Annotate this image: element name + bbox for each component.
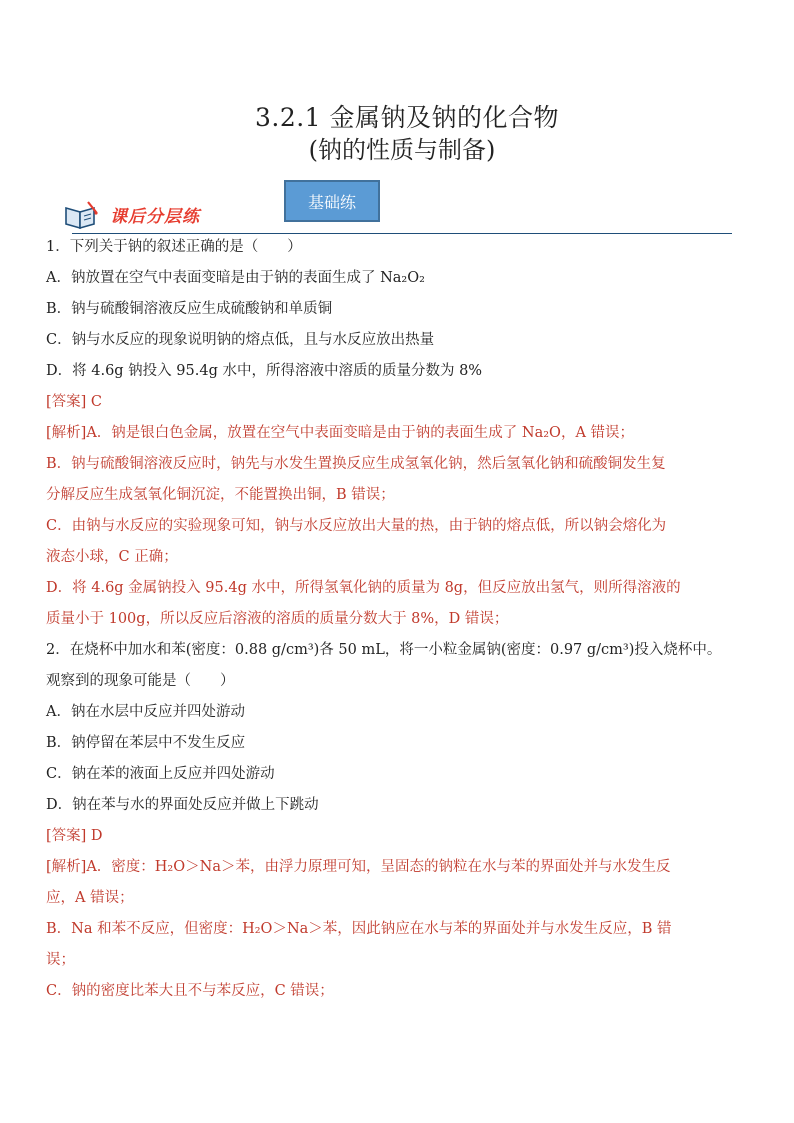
- q2-stem-line1: 2．在烧杯中加水和苯(密度：0.88 g/cm³)各 50 mL，将一小粒金属钠(密度：0.97 g/cm³)投入烧杯中。: [46, 642, 722, 658]
- q2-option-a: A．钠在水层中反应并四处游动: [46, 704, 245, 720]
- q1-option-a: A．钠放置在空气中表面变暗是由于钠的表面生成了 Na₂O₂: [46, 270, 425, 286]
- question-content: [46, 232, 736, 1007]
- q2-option-b: B．钠停留在苯层中不发生反应: [46, 735, 246, 751]
- level-badge: 基础练: [284, 180, 380, 222]
- q1-analysis-b-line2: 分解反应生成氢氧化铜沉淀，不能置换出铜，B 错误；: [46, 487, 395, 503]
- q2-option-c: C．钠在苯的液面上反应并四处游动: [46, 766, 275, 782]
- q1-analysis-b-line1: B．钠与硫酸铜溶液反应时，钠先与水发生置换反应生成氢氧化钠，然后氢氧化钠和硫酸铜发生复: [46, 456, 666, 472]
- section-banner: [62, 198, 722, 236]
- q1-option-d: D．将 4.6g 钠投入 95.4g 水中，所得溶液中溶质的质量分数为 8%: [46, 363, 483, 379]
- q1-analysis-a: [解析]A．钠是银白色金属，放置在空气中表面变暗是由于钠的表面生成了 Na₂O，A 错误；: [46, 425, 635, 441]
- q2-answer: [答案] D: [46, 828, 103, 844]
- q1-analysis-c-line2: 液态小球，C 正确；: [46, 549, 178, 565]
- q1-option-b: B．钠与硫酸铜溶液反应生成硫酸钠和单质铜: [46, 301, 333, 317]
- q1-option-c: C．钠与水反应的现象说明钠的熔点低，且与水反应放出热量: [46, 332, 435, 348]
- q2-stem-line2: 观察到的现象可能是（ ）: [46, 673, 235, 689]
- q1-analysis-d-line2: 质量小于 100g，所以反应后溶液的溶质的质量分数大于 8%，D 错误；: [46, 611, 509, 627]
- q1-answer: [答案] C: [46, 394, 103, 410]
- q2-analysis-b-line1: B．Na 和苯不反应，但密度：H₂O＞Na＞苯，因此钠应在水与苯的界面处并与水发生反应，B 错: [46, 921, 672, 937]
- q1-analysis-c-line1: C．由钠与水反应的实验现象可知，钠与水反应放出大量的热，由于钠的熔点低，所以钠会熔化为: [46, 518, 667, 534]
- formula: Na₂O₂: [380, 270, 425, 286]
- book-icon: [62, 200, 102, 230]
- page-title: 3.2.1 金属钠及钠的化合物: [254, 103, 560, 132]
- section-label: 课后分层练: [110, 207, 200, 227]
- q2-analysis-a-line1: [解析]A．密度：H₂O＞Na＞苯，由浮力原理可知，呈固态的钠粒在水与苯的界面处并与水发生反: [46, 859, 671, 875]
- q1-stem: 1．下列关于钠的叙述正确的是（ ）: [46, 239, 302, 255]
- q2-analysis-b-line2: 误；: [46, 952, 75, 968]
- q2-analysis-c: C．钠的密度比苯大且不与苯反应，C 错误；: [46, 983, 334, 999]
- page-subtitle: (钠的性质与制备): [308, 136, 496, 164]
- formula: Na₂O: [521, 425, 561, 441]
- q1-analysis-d-line1: D．将 4.6g 金属钠投入 95.4g 水中，所得氢氧化钠的质量为 8g，但反应放出氢气，则所得溶液的: [46, 580, 681, 596]
- q2-option-d: D．钠在苯与水的界面处反应并做上下跳动: [46, 797, 319, 813]
- q2-analysis-a-line2: 应，A 错误；: [46, 890, 134, 906]
